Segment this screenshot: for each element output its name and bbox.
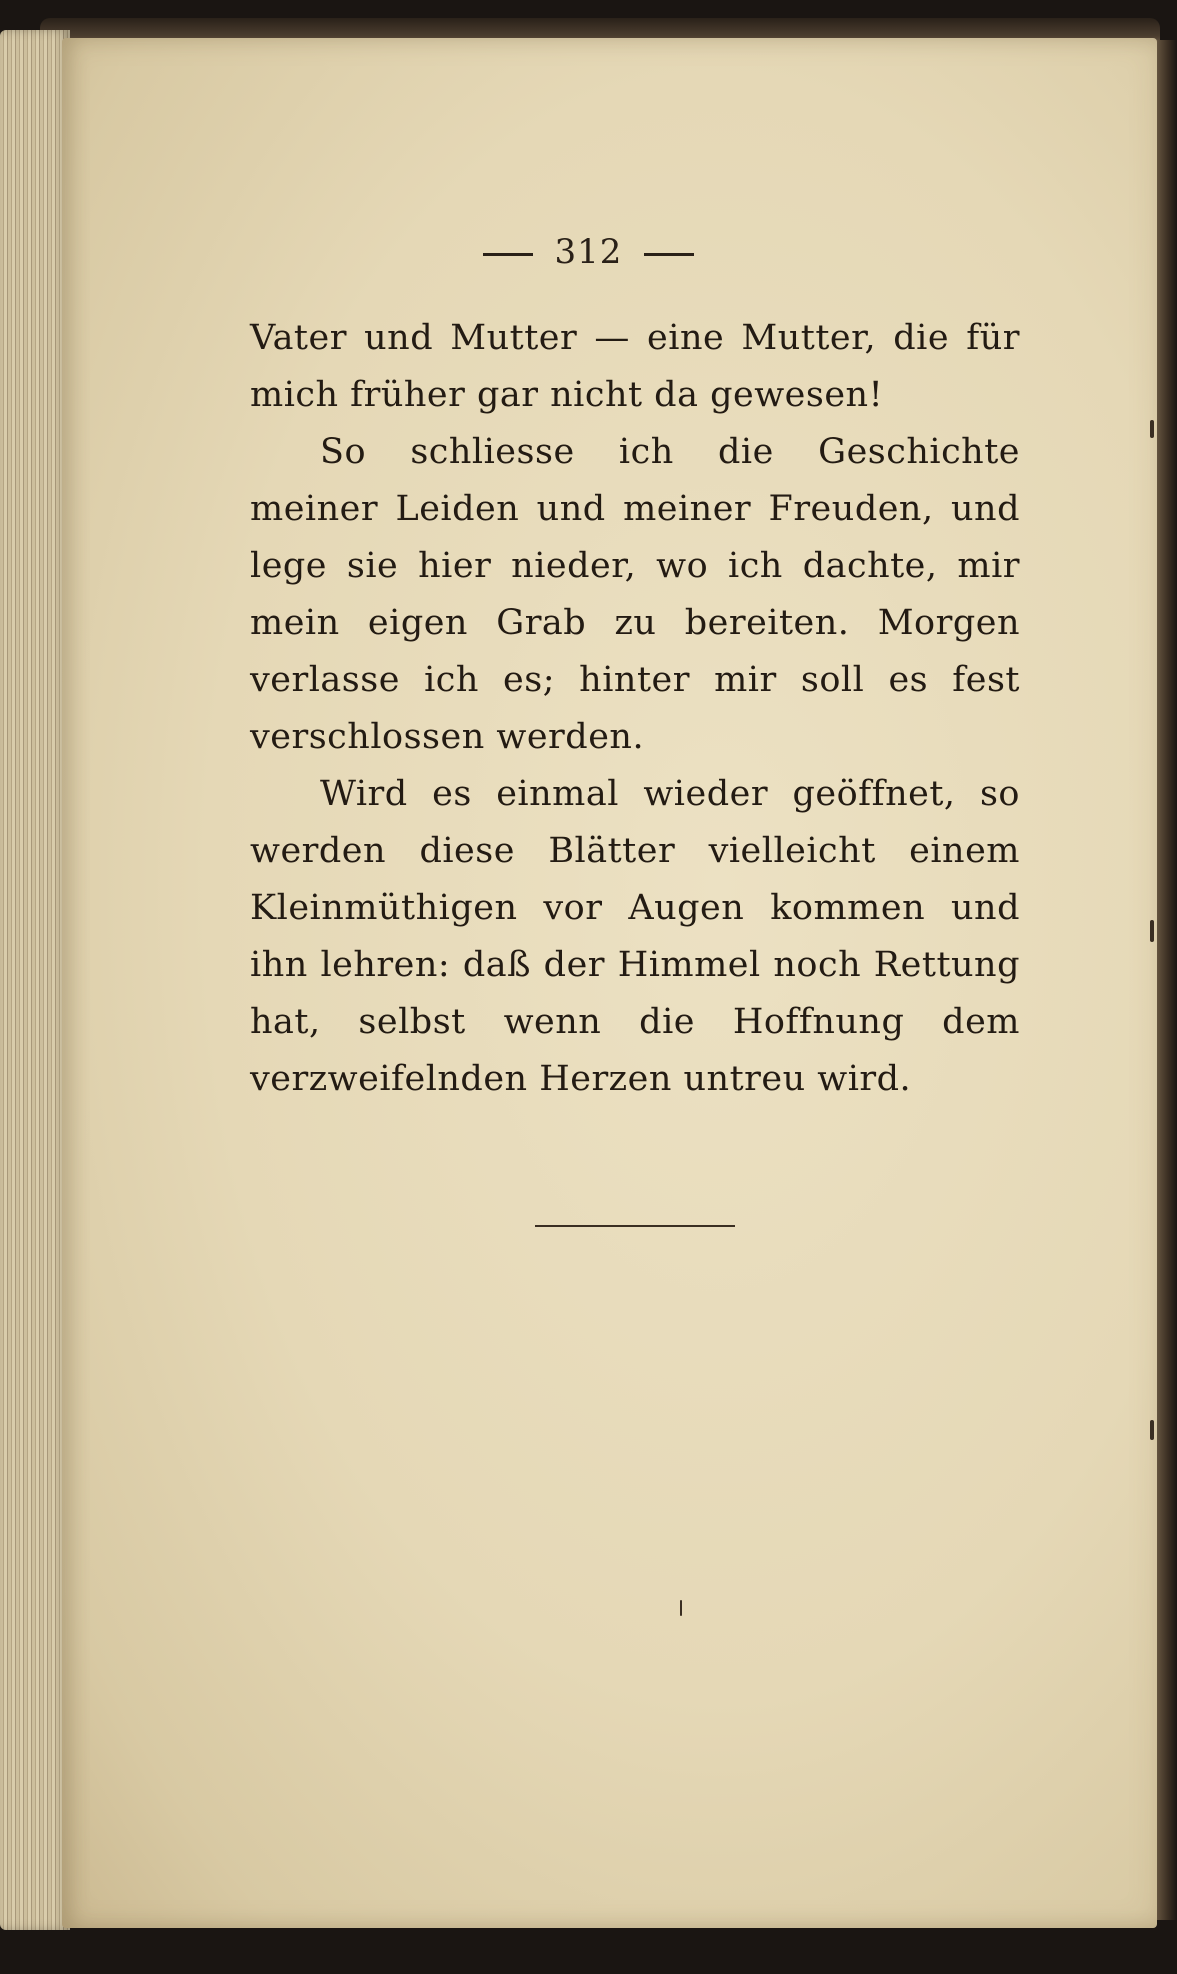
paper-speck [680,1600,682,1616]
book-cover-edge [1155,40,1177,1920]
page-stack-edge [0,30,70,1930]
paragraph-2: So schliesse ich die Geschichte meiner Leiden und meiner Freuden, und lege sie hier nieder, wo ich dachte, mir mein eigen Grab zu bereiten. Morgen verlasse ich es; hinter mir soll es fest verschlossen werden. [250,432,1020,757]
header-dash-right [644,253,694,256]
end-rule [535,1225,735,1227]
paper-speck [1150,420,1154,438]
paragraph-1: Vater und Mutter — eine Mutter, die für mich früher gar nicht da gewesen! [250,318,1020,415]
header-dash-left [483,253,533,256]
paper-speck [1150,1420,1154,1440]
body-text [250,310,1020,1108]
page-number: 312 [554,232,623,272]
paragraph-3: Wird es einmal wieder geöffnet, so werden diese Blätter vielleicht einem Kleinmüthigen vor Augen kommen und ihn lehren: daß der Himmel noch Rettung hat, selbst wenn die Hoffnung dem verzweifelnden Herzen untreu wird. [250,774,1020,1099]
page-header [0,232,1177,272]
paper-speck [1150,920,1154,942]
